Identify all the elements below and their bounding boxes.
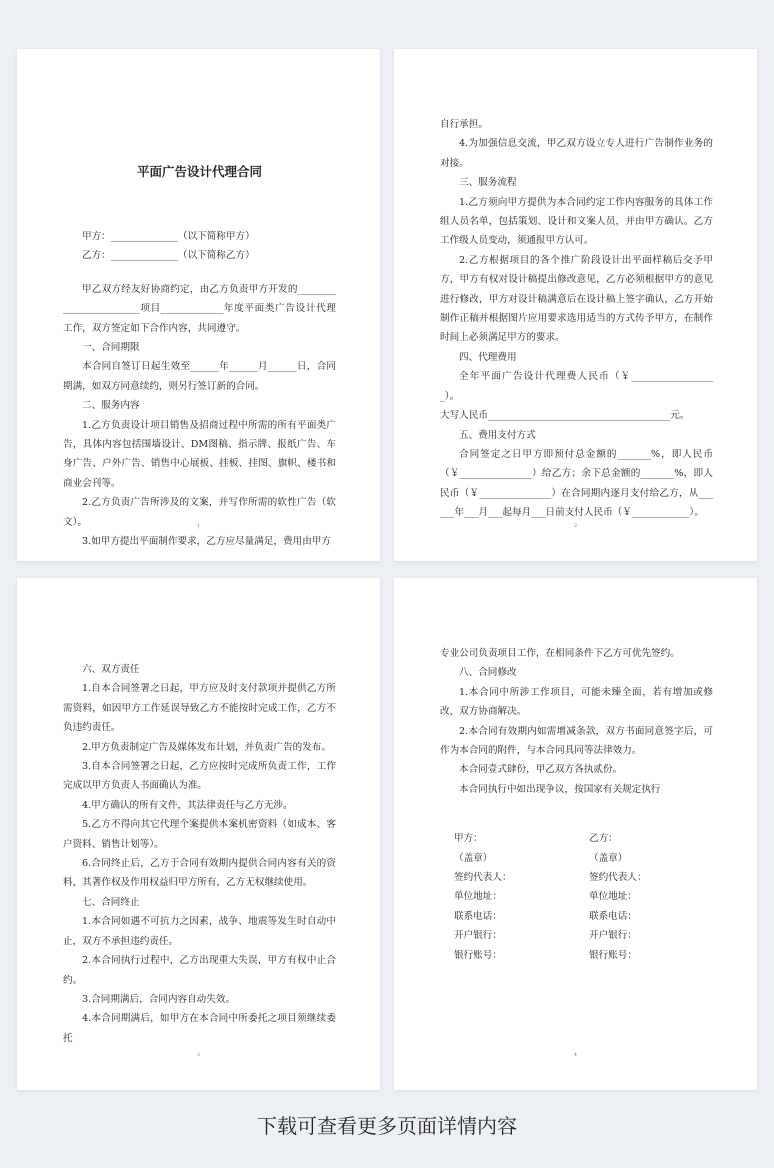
page-1-body (63, 163, 336, 552)
section-heading: 一、合同期限 (82, 342, 140, 354)
paragraph: 2.本合同有效期内如需增减条款，双方书面同意签字后，可作为本合同的附件，与本合同具同等法律效力。 (440, 725, 713, 757)
download-more-caption: 下载可查看更多页面详情内容 (257, 1114, 517, 1138)
party-b-address: 单位地址： (589, 891, 637, 903)
paragraph: 2.乙方负责广告所涉及的文案，并写作所需的软性广告（软文）。 (63, 497, 336, 528)
paragraph: 全年平面广告设计代理费人民币（￥__________________）。 (440, 371, 713, 402)
document-page-3 (17, 578, 380, 1090)
paragraph: 2.甲方负责制定广告及媒体发布计划，并负责广告的发布。 (82, 741, 331, 753)
paragraph: 5.乙方不得向其它代理个案提供本案机密资料（如成本、客户资料、销售计划等）。 (63, 819, 336, 850)
party-a-phone: 联系电话： (454, 910, 502, 922)
document-page-2 (394, 49, 757, 561)
paragraph: 1.乙方负责设计项目销售及招商过程中所需的所有平面类广告，具体内容包括围墙设计、DM图稿、指示牌、报纸广告、车身广告、户外广告、销售中心展板、挂板、挂图、旗帜、楼书和商业会刊等。 (63, 419, 336, 489)
paragraph: 1.自本合同签署之日起，甲方应及时支付款项并提供乙方所需资料，如因甲方工作延误导致乙方不能按时完成工作，乙方不负违约责任。 (63, 683, 336, 734)
paragraph: 本合同自签订日起生效至______年______月______日，合同期满，如双方同意续约，则另行签订新的合同。 (63, 361, 336, 392)
paragraph: 专业公司负责项目工作，在相同条件下乙方可优先签约。 (440, 648, 680, 659)
section-heading: 四、代理费用 (459, 351, 517, 363)
page-2-body (440, 115, 713, 523)
party-a-representative: 签约代表人： (454, 872, 512, 884)
party-b-line: 乙方：______________（以下简称乙方） (82, 250, 255, 262)
signature-row (440, 849, 713, 868)
section-heading: 三、服务流程 (459, 177, 517, 189)
party-a-label: 甲方： (454, 833, 483, 845)
section-heading: 二、服务内容 (82, 400, 140, 412)
party-b-label: 乙方： (589, 833, 618, 845)
party-b-bank: 开户银行： (589, 930, 637, 942)
party-a-account: 银行账号： (454, 949, 502, 961)
contract-title: 平面广告设计代理合同 (136, 164, 262, 179)
party-a-seal: （盖章） (454, 852, 493, 864)
party-a-address: 单位地址： (454, 891, 502, 903)
signature-row (440, 829, 713, 848)
signature-block (440, 829, 713, 965)
party-b-representative: 签约代表人： (589, 872, 647, 884)
party-a-bank: 开户银行： (454, 930, 502, 942)
paragraph: 1.本合同中所涉工作项目，可能未臻全面，若有增加或修改，双方协商解决。 (440, 686, 713, 718)
page-3-body (63, 660, 336, 1048)
page-4-body (440, 644, 713, 965)
paragraph: 合同签定之日甲方即预付总金额的_______%，即人民币（￥_______________）给乙方；余下总金额的_______%，即人民币（￥_______________）在合同期内逐月支付给乙方，从______年___月___起每月___日前支付人民币（￥____________）。 (440, 448, 713, 519)
party-a-line: 甲方：______________（以下简称甲方） (82, 231, 255, 242)
paragraph: 2.本合同执行过程中，乙方出现重大失误，甲方有权中止合约。 (63, 955, 336, 986)
intro-paragraph: 甲乙双方经友好协商约定，由乙方负责甲方开发的________________________项目_____________年度平面类广告设计代理工作，双方签定如下合作内容，共同遵守。 (63, 283, 336, 334)
section-heading: 五、费用支付方式 (459, 429, 536, 441)
document-page-4 (394, 578, 757, 1090)
party-b-seal: （盖章） (589, 852, 628, 864)
paragraph: 本合同执行中如出现争议，按国家有关规定执行 (459, 783, 661, 795)
page-number: 1 (196, 523, 201, 529)
signature-row (440, 926, 713, 945)
signature-row (440, 887, 713, 906)
paragraph: 大写人民币______________________________________元。 (440, 410, 690, 422)
page-number: 4 (573, 1052, 578, 1058)
section-heading: 八、合同修改 (459, 667, 517, 679)
paragraph: 6.合同终止后，乙方于合同有效期内提供合同内容有关的资料，其著作权及作用权益归甲方所有，乙方无权继续使用。 (63, 858, 336, 889)
paragraph: 2.乙方根据项目的各个推广阶段设计出平面样稿后交予甲方，甲方有权对设计稿提出修改意见，乙方必须根据甲方的意见进行修改，甲方对设计稿满意后在设计稿上签字确认，乙方开始制作正稿并根据图片应用要求选用适当的方式传予甲方，在制作时间上必须满足甲方的要求。 (440, 254, 713, 344)
paragraph: 本合同壹式肆份，甲乙双方各执贰份。 (459, 764, 623, 776)
signature-row (440, 907, 713, 926)
page-number: 2 (573, 523, 578, 529)
section-heading: 六、双方责任 (82, 664, 140, 675)
party-b-account: 银行账号： (589, 949, 637, 961)
paragraph: 3.自本合同签署之日起，乙方应按时完成所负责工作，工作完成以甲方负责人书面确认为准。 (63, 761, 336, 792)
paragraph: 4.为加强信息交流，甲乙双方设立专人进行广告制作业务的对接。 (440, 138, 713, 169)
paragraph: 1.本合同如遇不可抗力之因素，战争、地震等发生时自动中止，双方不承担违约责任。 (63, 916, 336, 947)
signature-row (440, 868, 713, 887)
signature-row (440, 946, 713, 965)
paragraph: 3.如甲方提出平面制作要求，乙方应尽量满足，费用由甲方 (82, 536, 331, 548)
paragraph: 4.本合同期满后，如甲方在本合同中所委托之项目须继续委托 (63, 1013, 336, 1044)
section-heading: 七、合同终止 (82, 896, 140, 908)
page-number: 3 (196, 1052, 201, 1058)
party-b-phone: 联系电话： (589, 910, 637, 922)
document-page-1 (17, 49, 380, 561)
paragraph: 4.甲方确认的所有文件，其法律责任与乙方无涉。 (82, 799, 293, 811)
paragraph: 1.乙方须向甲方提供为本合同约定工作内容服务的具体工作组人员名单，包括策划、设计和文案人员，并由甲方确认。乙方工作级人员变动，须通报甲方认可。 (440, 196, 713, 247)
paragraph: 3.合同期满后，合同内容自动失效。 (82, 993, 236, 1005)
paragraph: 自行承担。 (440, 119, 488, 130)
